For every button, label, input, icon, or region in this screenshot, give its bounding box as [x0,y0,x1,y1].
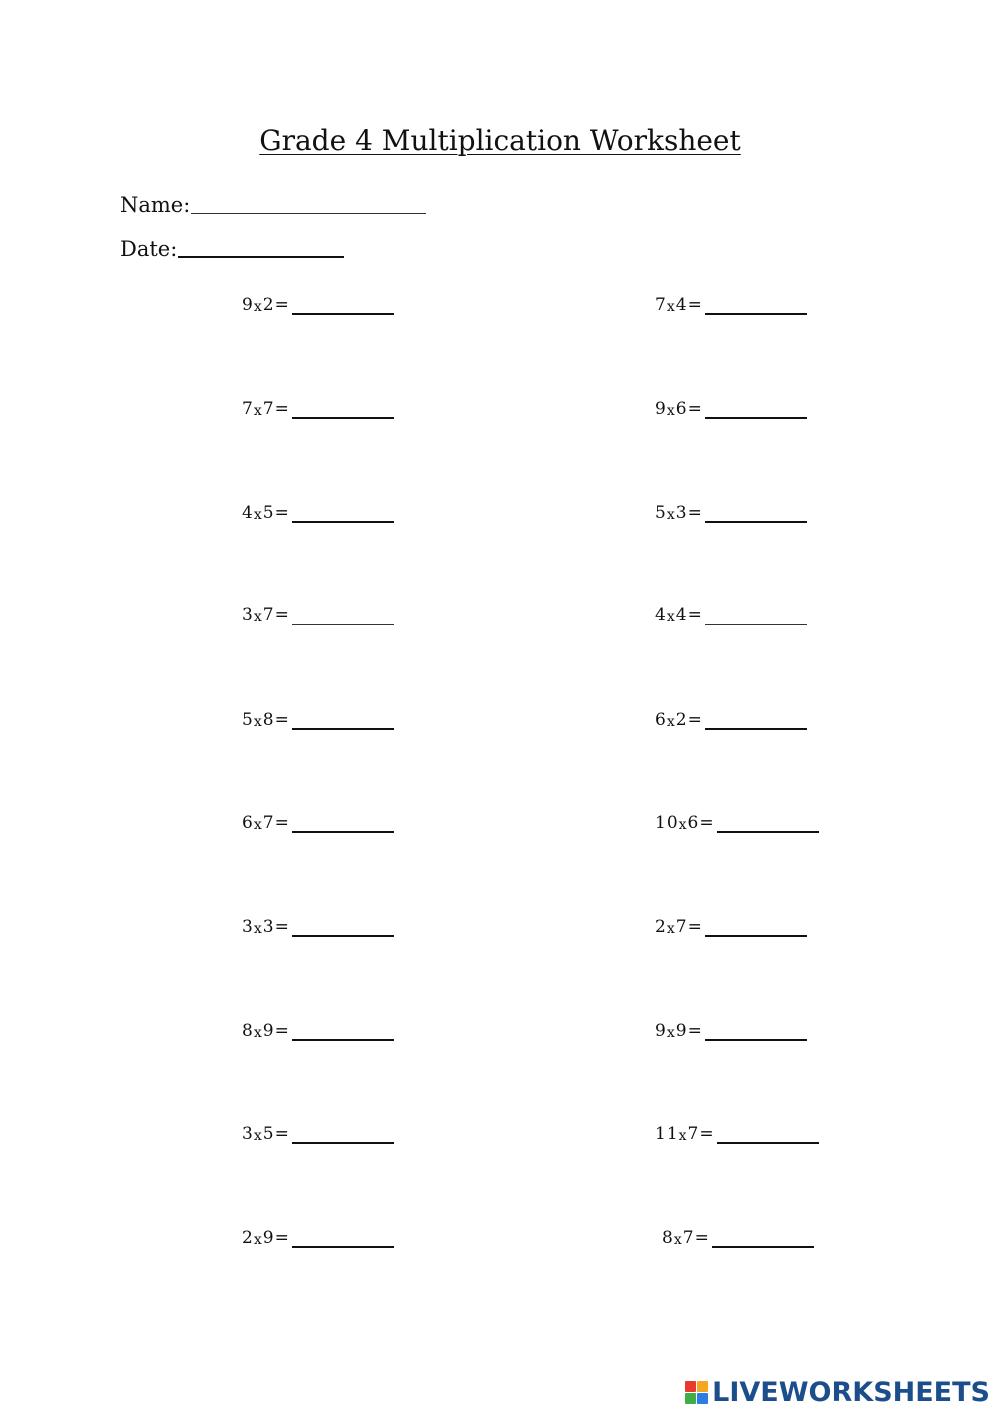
times-sign: x [666,609,676,625]
problem-item [242,1019,394,1041]
problem-item [242,811,394,833]
problem-item [655,604,807,625]
factor-b: 7 [262,605,275,625]
name-blank[interactable] [191,212,426,214]
problem-item [655,811,819,833]
answer-blank[interactable] [705,708,807,730]
date-label: Date: [120,237,178,261]
logo-block [697,1381,708,1392]
times-sign: x [666,507,676,523]
logo-block [685,1393,696,1404]
date-field [120,237,344,261]
times-sign: x [678,1128,688,1144]
factor-a: 2 [242,1228,254,1248]
problem-item [242,604,394,625]
answer-blank[interactable] [292,1019,394,1041]
answer-blank[interactable] [292,604,394,625]
factor-b: 7 [682,1228,695,1248]
answer-blank[interactable] [292,1122,394,1144]
answer-blank[interactable] [712,1226,814,1248]
problem-item [242,708,394,730]
equals-sign: = [694,1228,710,1248]
factor-b: 8 [262,710,275,730]
factor-b: 7 [262,399,275,419]
factor-b: 5 [262,503,275,523]
date-blank[interactable] [178,255,344,258]
equals-sign: = [274,1228,290,1248]
problem-item [655,397,807,419]
times-sign: x [253,1025,263,1041]
equals-sign: = [274,1124,290,1144]
factor-a: 9 [242,295,254,315]
answer-blank[interactable] [705,293,807,315]
answer-blank[interactable] [705,1019,807,1041]
times-sign: x [253,817,263,833]
times-sign: x [666,1025,676,1041]
factor-a: 7 [242,399,254,419]
factor-b: 5 [262,1124,275,1144]
logo-block [685,1381,696,1392]
factor-b: 3 [675,503,688,523]
problem-item [655,501,807,523]
factor-b: 7 [687,1124,700,1144]
answer-blank[interactable] [292,293,394,315]
answer-blank[interactable] [292,501,394,523]
factor-a: 5 [655,503,667,523]
times-sign: x [673,1232,683,1248]
equals-sign: = [274,503,290,523]
factor-b: 9 [262,1228,275,1248]
equals-sign: = [687,399,703,419]
factor-a: 9 [655,1021,667,1041]
times-sign: x [253,299,263,315]
times-sign: x [253,1128,263,1144]
factor-a: 6 [655,710,667,730]
problem-item [655,1019,807,1041]
answer-blank[interactable] [705,397,807,419]
answer-blank[interactable] [717,1122,819,1144]
equals-sign: = [274,710,290,730]
equals-sign: = [699,1124,715,1144]
equals-sign: = [687,503,703,523]
factor-a: 11 [655,1124,679,1144]
factor-a: 2 [655,917,667,937]
name-label: Name: [120,193,191,217]
answer-blank[interactable] [705,915,807,937]
equals-sign: = [274,813,290,833]
answer-blank[interactable] [292,708,394,730]
times-sign: x [253,921,263,937]
equals-sign: = [687,295,703,315]
equals-sign: = [274,295,290,315]
factor-a: 8 [662,1228,674,1248]
factor-a: 3 [242,917,254,937]
problem-item [655,1122,819,1144]
factor-b: 2 [675,710,688,730]
factor-b: 7 [262,813,275,833]
times-sign: x [678,817,688,833]
answer-blank[interactable] [705,501,807,523]
problem-item [242,1122,394,1144]
factor-b: 2 [262,295,275,315]
factor-a: 4 [655,605,667,625]
equals-sign: = [687,710,703,730]
factor-a: 6 [242,813,254,833]
times-sign: x [666,714,676,730]
problem-item [242,293,394,315]
times-sign: x [666,403,676,419]
problem-item [242,915,394,937]
worksheet-title [0,124,1000,157]
problem-item [242,1226,394,1248]
answer-blank[interactable] [292,1226,394,1248]
factor-b: 9 [262,1021,275,1041]
times-sign: x [666,921,676,937]
equals-sign: = [274,917,290,937]
times-sign: x [253,609,263,625]
equals-sign: = [699,813,715,833]
equals-sign: = [687,605,703,625]
equals-sign: = [687,1021,703,1041]
answer-blank[interactable] [292,811,394,833]
brand-name: LIVEWORKSHEETS [712,1376,990,1408]
times-sign: x [666,299,676,315]
problem-item [662,1226,814,1248]
factor-a: 8 [242,1021,254,1041]
liveworksheets-logo [685,1377,990,1407]
times-sign: x [253,714,263,730]
name-field [120,193,426,217]
factor-a: 3 [242,1124,254,1144]
problem-item [655,915,807,937]
factor-b: 9 [675,1021,688,1041]
factor-a: 5 [242,710,254,730]
factor-b: 6 [675,399,688,419]
factor-b: 4 [675,605,688,625]
answer-blank[interactable] [705,604,807,625]
logo-blocks-icon [685,1381,708,1404]
equals-sign: = [274,1021,290,1041]
factor-a: 7 [655,295,667,315]
factor-a: 3 [242,605,254,625]
factor-a: 9 [655,399,667,419]
problem-item [242,501,394,523]
answer-blank[interactable] [717,811,819,833]
times-sign: x [253,403,263,419]
equals-sign: = [274,399,290,419]
answer-blank[interactable] [292,915,394,937]
equals-sign: = [687,917,703,937]
times-sign: x [253,507,263,523]
problem-item [242,397,394,419]
problem-item [655,293,807,315]
equals-sign: = [274,605,290,625]
logo-block [697,1393,708,1404]
title-text: Grade 4 Multiplication Worksheet [259,124,741,157]
factor-a: 4 [242,503,254,523]
times-sign: x [253,1232,263,1248]
answer-blank[interactable] [292,397,394,419]
problem-item [655,708,807,730]
factor-b: 3 [262,917,275,937]
factor-b: 6 [687,813,700,833]
factor-a: 10 [655,813,679,833]
factor-b: 4 [675,295,688,315]
factor-b: 7 [675,917,688,937]
